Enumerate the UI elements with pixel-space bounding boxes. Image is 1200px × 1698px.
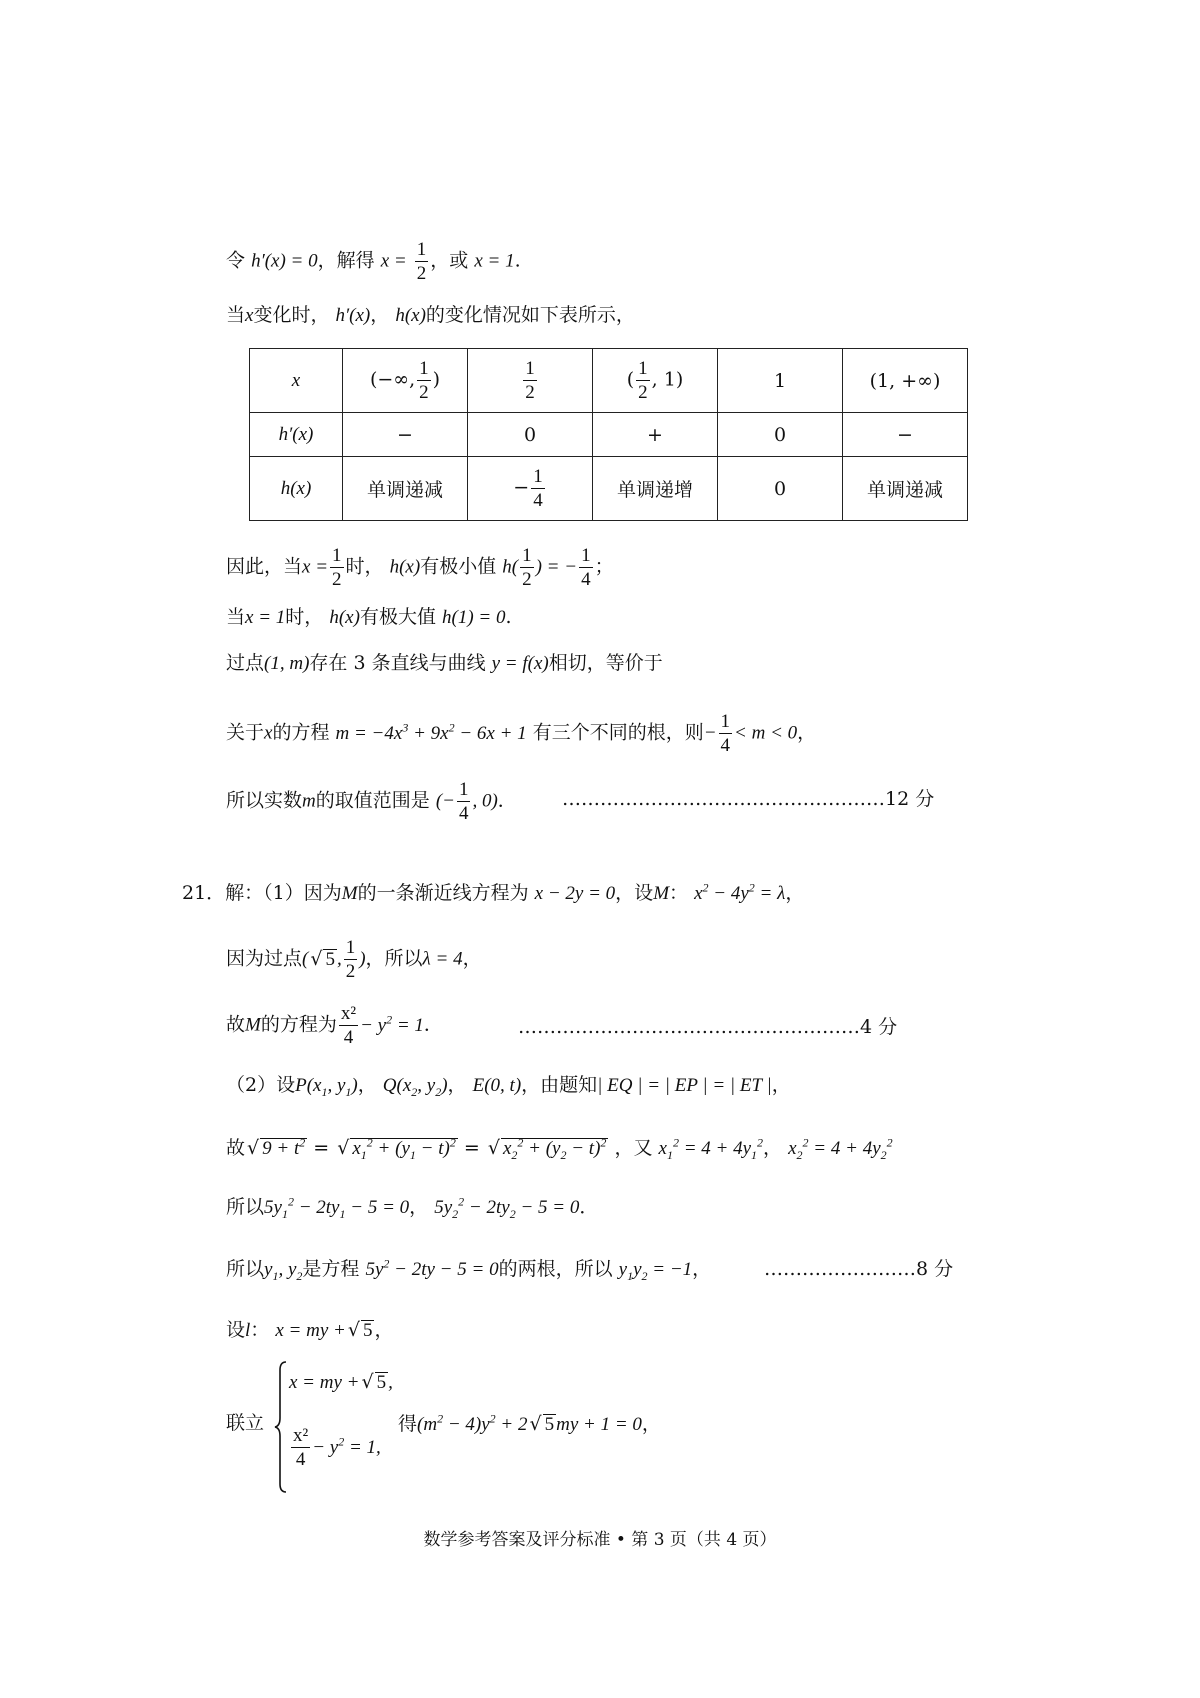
leader-dots: …………………………………………… bbox=[562, 788, 885, 810]
cell-hprime-header: h′(x) bbox=[250, 413, 343, 457]
line-table-intro: 当x变化时， h′(x)， h(x)的变化情况如下表所示， bbox=[226, 304, 635, 326]
score-marker-12 bbox=[562, 790, 934, 809]
table-row-hprime bbox=[250, 413, 968, 457]
score-marker-4 bbox=[518, 1018, 897, 1037]
line-tangent-condition: 过点(1, m)存在 3 条直线与曲线 y = f(x)相切，等价于 bbox=[226, 652, 663, 674]
variation-table bbox=[249, 348, 968, 521]
problem-21-heading: 21．解：（1）因为M的一条渐近线方程为 x − 2y = 0，设M： $x^2 - 4y^2 = \lambda$， bbox=[182, 880, 805, 904]
score-label: 4 分 bbox=[860, 1016, 898, 1038]
cell-sign: 0 bbox=[718, 413, 843, 457]
page-footer: 数学参考答案及评分标准 • 第 3 页（共 4 页） bbox=[423, 1530, 777, 1550]
cell-sign: 0 bbox=[468, 413, 593, 457]
cell-interval-3: (1, +∞) bbox=[843, 349, 968, 413]
left-brace-icon bbox=[274, 1360, 288, 1494]
line-local-max: 当x = 1时， h(x)有极大值 h(1) = 0. bbox=[226, 606, 512, 628]
cell-x-header: x bbox=[250, 349, 343, 413]
cell-interval-2: ( $\frac{1}{2}$ , 1) bbox=[593, 349, 718, 413]
system-row-1: x = my + √ 5 , bbox=[289, 1371, 393, 1393]
line-root-product: 所以$y_1$, $y_2$是方程 $5y^2 - 2ty - 5 = 0$的两根，所以 $y_1y_2 = -1$， bbox=[226, 1256, 712, 1283]
leader-dots: ……………………………………………… bbox=[518, 1016, 860, 1038]
cell-sign: + bbox=[593, 413, 718, 457]
fraction-half: $\frac{1}{2}$ bbox=[416, 239, 427, 284]
expr-hprime-zero: h′(x) = 0 bbox=[251, 250, 318, 272]
line-line-l: 设l： x = my + √ 5 ， bbox=[226, 1319, 394, 1341]
cell-monotonic: 单调递减 bbox=[343, 457, 468, 521]
line-cubic-equation: 关于x的方程 $m = -4x^3 + 9x^2 - 6x + 1$ 有三个不同的根，则− $\frac{1}{4}$ < m < 0， bbox=[226, 711, 817, 756]
line-part2-setup: （2）设$P(x_1$, $y_1$)， $Q(x_2$, $y_2$)， E(0, t)，由题知| EQ | = | EP | = | ET |， bbox=[226, 1074, 791, 1099]
cell-h-header: h(x) bbox=[250, 457, 343, 521]
leader-dots: …………………… bbox=[764, 1258, 916, 1280]
cell-one: 1 bbox=[718, 349, 843, 413]
table-row-x bbox=[250, 349, 968, 413]
score-label: 12 分 bbox=[885, 788, 935, 810]
cell-max-value: 0 bbox=[718, 457, 843, 521]
score-marker-8 bbox=[764, 1260, 953, 1279]
cell-interval-1: (−∞, $\frac{1}{2}$ ) bbox=[343, 349, 468, 413]
line-local-min: 因此，当x = $\frac{1}{2}$ 时， h(x)有极小值 h( $\frac{1}{2}$ ) = − $\frac{1}{4}$ ； bbox=[226, 545, 614, 590]
line-distance-equation: 故 √ $9 + t^2$ = √ $x_1^2 + (y_1 - t)^2$ = √ $x_2^2 + (y_2 - t)^2$ ，又 $x_1^2 = 4 + 4y_1^2$， $x_2^2 = 4 + 4y_2^2$ bbox=[226, 1135, 893, 1162]
line-hyperbola-equation: 故M的方程为 $\frac{\text{x²}}{4}$ − $y^2 = 1$． bbox=[226, 1003, 443, 1048]
table-row-h bbox=[250, 457, 968, 521]
cell-half: $\frac{1}{2}$ bbox=[468, 349, 593, 413]
score-label: 8 分 bbox=[916, 1258, 954, 1280]
cell-monotonic: 单调递减 bbox=[843, 457, 968, 521]
line-quadratic-y: 所以$5y_1^2 - 2ty_1 - 5 = 0$， $5y_2^2 - 2ty_2 - 5 = 0$． bbox=[226, 1194, 599, 1221]
line-lambda: 因为过点( √ 5 , $\frac{1}{2}$ )，所以λ = 4， bbox=[226, 937, 482, 982]
cell-min-value: − $\frac{1}{4}$ bbox=[468, 457, 593, 521]
line-system-label: 联立 bbox=[226, 1412, 265, 1434]
cell-monotonic: 单调递增 bbox=[593, 457, 718, 521]
cell-sign: − bbox=[343, 413, 468, 457]
line-m-range: 所以实数m的取值范围是 (− $\frac{1}{4}$ , 0)． bbox=[226, 779, 517, 824]
system-row-2: $\frac{\text{x²}}{4}$ − $y^2 = 1$, bbox=[293, 1425, 381, 1470]
line-critical-points: 令 h′(x) = 0，解得 x = $\frac{1}{2}$ ，或 x = 1. bbox=[226, 239, 521, 284]
cell-sign: − bbox=[843, 413, 968, 457]
line-combined-quadratic: 得$(m^2 - 4)y^2 + 2$ √ 5 my + 1 = 0， bbox=[398, 1411, 661, 1435]
